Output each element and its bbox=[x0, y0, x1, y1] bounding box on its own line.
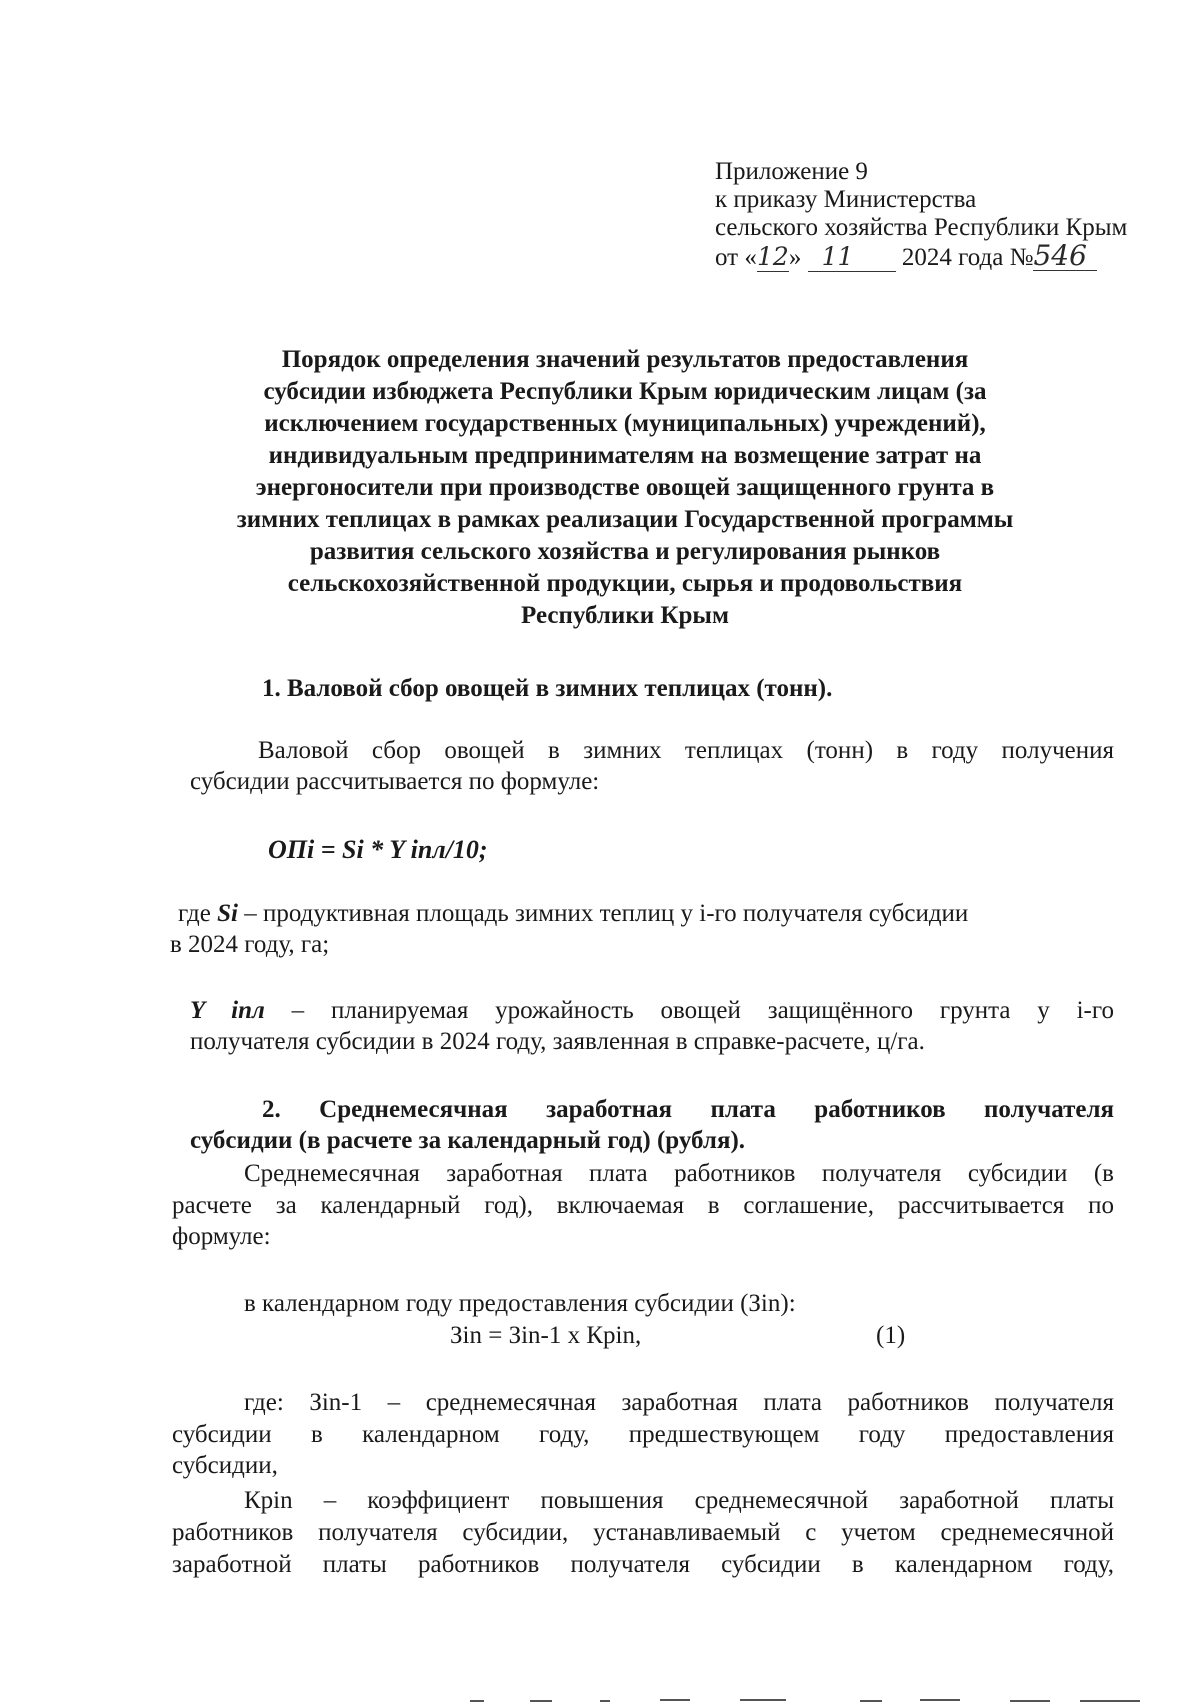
date-mid: » bbox=[788, 244, 802, 271]
title-line: развития сельского хозяйства и регулирования рынков bbox=[309, 538, 941, 565]
def-si-variable: Si bbox=[217, 900, 238, 927]
appendix-date-line bbox=[715, 239, 1097, 272]
section1-def-si bbox=[178, 900, 968, 928]
section2-where-line: работников получателя субсидии, устанавливаемый с учетом среднемесячной bbox=[172, 1519, 1114, 1546]
title-line: Порядок определения значений результатов предоставления bbox=[281, 346, 969, 373]
section2-formula-intro: в календарном году предоставления субсидии (Зin): bbox=[244, 1290, 796, 1317]
date-day: 12 bbox=[756, 242, 789, 271]
title-line: сельскохозяйственной продукции, сырья и продовольствия bbox=[287, 570, 963, 597]
def-y-variable: Y iпл bbox=[190, 997, 265, 1024]
section1-para-line: субсидии рассчитывается по формуле: bbox=[190, 768, 600, 795]
appendix-order-ref: к приказу Министерства bbox=[715, 186, 977, 213]
section2-heading: 2. Среднемесячная заработная плата работников получателя bbox=[262, 1096, 1114, 1123]
date-month: 11 bbox=[808, 243, 896, 272]
section2-where-line: где: Зin-1 – среднемесячная заработная плата работников получателя bbox=[244, 1389, 1114, 1416]
section1-def-y-line2: получателя субсидии в 2024 году, заявленная в справке-расчете, ц/га. bbox=[190, 1028, 925, 1055]
def-si-text: – продуктивная площадь зимних теплиц у i-го получателя субсидии bbox=[237, 900, 969, 927]
appendix-ministry: сельского хозяйства Республики Крым bbox=[715, 214, 1128, 241]
section2-heading-line2: субсидии (в расчете за календарный год) (рубля). bbox=[190, 1127, 746, 1154]
title-line: энергоносители при производстве овощей защищенного грунта в bbox=[255, 474, 995, 501]
section2-where-line: Кpin – коэффициент повышения среднемесячной заработной платы bbox=[244, 1487, 1114, 1514]
date-prefix: от « bbox=[715, 244, 757, 271]
title-line: субсидии избюджета Республики Крым юридическим лицам (за bbox=[263, 378, 987, 405]
section1-formula: ОПi = Si * Y iпл/10; bbox=[268, 835, 488, 864]
section1-def-si-line2: в 2024 году, га; bbox=[170, 931, 330, 958]
section2-formula-number: (1) bbox=[876, 1322, 906, 1349]
appendix-number: Приложение 9 bbox=[715, 158, 868, 185]
date-year: 2024 года № bbox=[901, 244, 1034, 271]
title-line: исключением государственных (муниципальных) учреждений), bbox=[264, 410, 986, 437]
section1-para-line: Валовой сбор овощей в зимних теплицах (тонн) в году получения bbox=[258, 737, 1114, 764]
order-number: 546 bbox=[1033, 242, 1097, 271]
section2-para-line: Среднемесячная заработная плата работников получателя субсидии (в bbox=[244, 1160, 1114, 1187]
section1-def-y bbox=[190, 997, 1114, 1025]
def-si-prefix: где bbox=[178, 900, 218, 927]
section2-formula: Зin = Зin-1 х Кpin, bbox=[450, 1322, 642, 1349]
document-title bbox=[150, 344, 1100, 632]
section2-para-line: формуле: bbox=[172, 1223, 271, 1250]
section2-where-line: заработной платы работников получателя субсидии в календарном году, bbox=[172, 1551, 1114, 1578]
section2-where-line: субсидии, bbox=[172, 1452, 278, 1479]
section2-where-line: субсидии в календарном году, предшествующем году предоставления bbox=[172, 1421, 1114, 1448]
title-line: Республики Крым bbox=[521, 602, 729, 629]
title-line: зимних теплицах в рамках реализации Государственной программы bbox=[236, 506, 1014, 533]
section2-para-line: расчете за календарный год), включаемая в соглашение, рассчитывается по bbox=[172, 1192, 1114, 1219]
def-y-text: – планируемая урожайность овощей защищённого грунта у i-го bbox=[264, 997, 1114, 1024]
title-line: индивидуальным предпринимателям на возмещение затрат на bbox=[268, 442, 982, 469]
section1-heading: 1. Валовой сбор овощей в зимних теплицах (тонн). bbox=[262, 675, 833, 702]
